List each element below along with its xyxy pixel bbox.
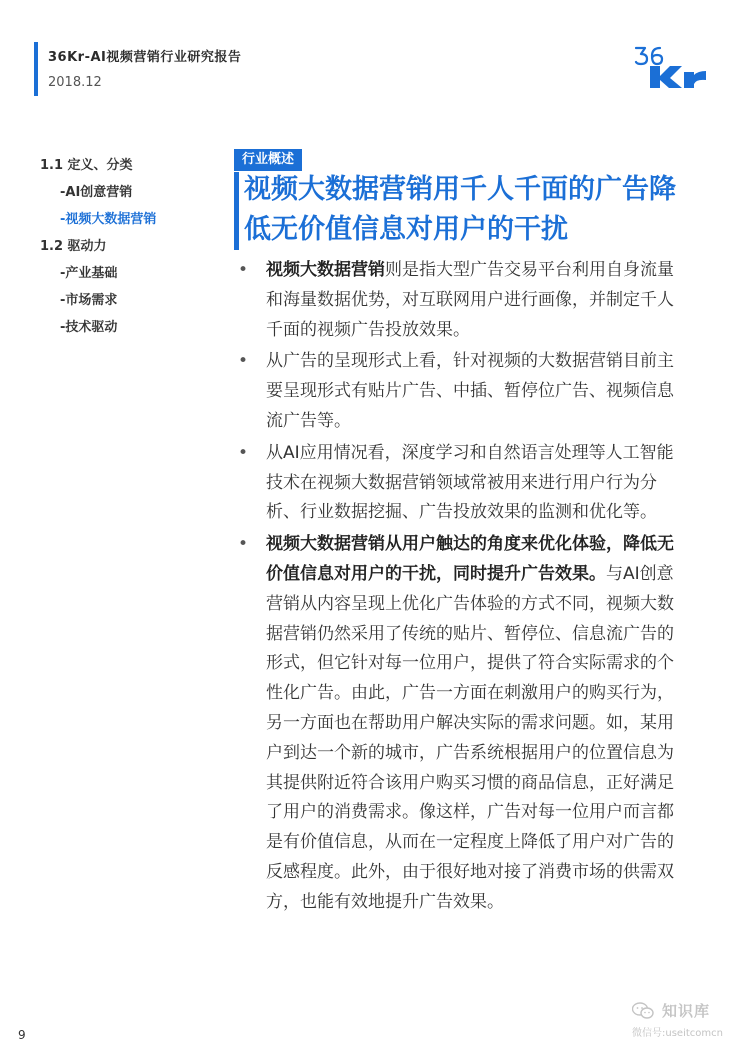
page-number: 9 [18,1028,26,1042]
bullet-text: 从广告的呈现形式上看，针对视频的大数据营销目前主要呈现形式有贴片广告、中插、暂停位广告、视频信息流广告等。 [266,351,674,431]
header-accent-bar [34,42,38,96]
section-tag: 行业概述 [234,149,302,171]
toc-item-definition[interactable]: 1.1 定义、分类 [40,158,133,173]
wechat-icon [632,1002,654,1020]
bullet-text: 与AI创意营销从内容呈现上优化广告体验的方式不同，视频大数据营销仍然采用了传统的贴片、暂停位、信息流广告的形式，但它针对每一位用户，提供了符合实际需求的个性化广告。由此，广告一方面在刺激用户的购买行为，另一方面也在帮助用户解决实际的需求问题。如，某用户到达一个新的城市，广告系统根据用户的位置信息为其提供附近符合该用户购买习惯的商品信息，正好满足了用户的消费需求。像这样，广告对每一位用户而言都是有价值信息，从而在一定程度上降低了用户对广告的反感程度。此外，由于很好地对接了消费市场的供需双方，也能有效地提升广告效果。 [266,563,674,912]
list-item [236,347,676,436]
page-title: 视频大数据营销用千人千面的广告降低无价值信息对用户的干扰 [244,174,676,245]
table-of-contents [40,152,220,341]
title-accent-bar [234,172,239,250]
bullet-list [236,256,676,920]
toc-item-drivers[interactable]: 1.2 驱动力 [40,239,107,254]
bullet-text: 则是指大型广告交易平台利用自身流量和海量数据优势，对互联网用户进行画像，并制定千人千面的视频广告投放效果。 [266,260,674,340]
report-title: 36Kr-AI视频营销行业研究报告 [48,50,242,65]
36kr-logo [632,42,712,88]
bullet-icon: • [237,260,249,280]
list-item [236,256,676,345]
toc-item-ai-creative[interactable]: -AI创意营销 [60,185,133,200]
bullet-bold-text: 视频大数据营销从用户触达的角度来优化体验，降低无价值信息对用户的干扰，同时提升广告效果。 [266,534,674,584]
watermark-name: 知识库 [662,1002,711,1020]
bullet-icon: • [237,534,249,555]
bullet-text: 从AI应用情况看，深度学习和自然语言处理等人工智能技术在视频大数据营销领域常被用来进行用户行为分析、行业数据挖掘、广告投放效果的监测和优化等。 [266,442,674,523]
toc-item-video-bigdata[interactable]: -视频大数据营销 [60,212,157,227]
bullet-icon: • [237,351,249,372]
list-item [236,439,676,528]
report-date: 2018.12 [48,75,102,90]
toc-item-tech-drive[interactable]: -技术驱动 [60,320,118,335]
list-item [236,530,676,917]
bullet-bold-text: 视频大数据营销 [266,260,385,280]
bullet-icon: • [237,442,249,463]
watermark-id: 微信号:useitcomcn [632,1028,723,1039]
watermark [632,998,740,1042]
toc-item-market-demand[interactable]: -市场需求 [60,293,118,308]
toc-item-industry-base[interactable]: -产业基础 [60,266,118,281]
